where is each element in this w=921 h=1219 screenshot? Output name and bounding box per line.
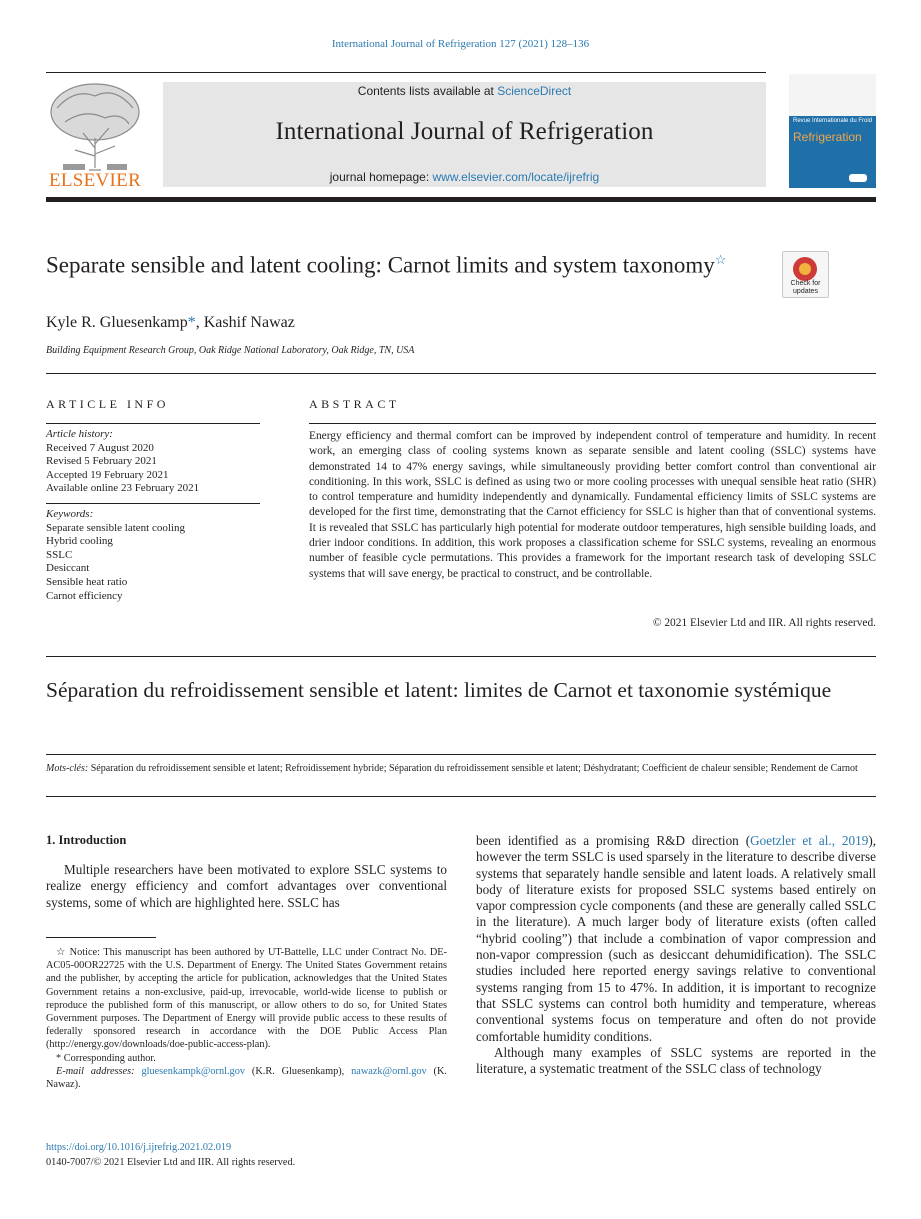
divider-rule [46,656,876,657]
homepage-link[interactable]: www.elsevier.com/locate/ijrefrig [432,170,600,184]
crossmark-inner-icon [799,263,811,275]
footnote-rule [46,937,156,938]
email-label: E-mail addresses: [56,1065,142,1077]
paper-title-text: Separate sensible and latent cooling: Carnot limits and system taxonomy [46,252,715,278]
notice-text: Notice: This manuscript has been authored by UT-Battelle, LLC under Contract No. DE-AC05-00OR22725 with the U.S. Department of Energy. The United States Government retains and the publisher, by accepting the article for publication, acknowledges that the United States Government retains a non-exclusive, paid-up, irrevocable, world-wide license to publish or reproduce the published form of this manuscript, or allow others to do so, for United States Government purposes. The Department of Energy will provide public access to these results of federally sponsored research in accordance with the DOE Public Access Plan (http://energy.gov/downloads/doe-public-access-plan). [46,947,447,1051]
contents-line [163,84,766,98]
keyword-item: Carnot efficiency [46,589,123,602]
email-owner-2: (K. Nawaz). [46,1065,447,1091]
abstract-rule [309,423,876,424]
corresponding-mark: * [56,1052,62,1064]
keyword-item: Desiccant [46,562,90,575]
article-history [46,428,260,496]
journal-title: International Journal of Refrigeration [275,118,654,145]
keywords-label: Keywords: [46,508,94,520]
homepage-prefix: journal homepage: [329,170,433,184]
keywords-rule [46,503,260,504]
paragraph-text: ), however the term SSLC is used sparsely in the literature to describe diverse systems that separately handle sensible and latent loads. A relatively small body of literature exists for proposed SSLC systems based entirely on vapor compression cycle components (and these are generally called SSLC in the literature). A much larger body of literature exists (often called “hybrid cooling”) that include a combination of vapor compression and non-vapor compression (such as desiccant dehumidification). The SSLC studies included here reported energy savings relative to conventional systems ranging from 15 to 47%. In addition, it is important to recognize that SSLC systems can control both humidity and temperature, whereas conventional systems focus on temperature and often do not provide comfortable humidity conditions. [476,833,877,1044]
notice-star: ☆ [56,947,67,958]
french-keywords [46,762,876,776]
mots-cles-text: Séparation du refroidissement sensible et latent; Refroidissement hybride; Séparation du refroidissement sensible et latent; Déshydratant; Coefficient de chaleur sensible; Rendement de Carnot [88,763,858,774]
email-link-1[interactable]: gluesenkampk@ornl.gov [141,1065,246,1077]
divider-rule [46,754,876,755]
header-thick-rule [46,197,876,202]
crossmark-badge[interactable] [782,251,829,298]
keyword-item: Sensible heat ratio [46,575,128,588]
contents-prefix: Contents lists available at [357,84,498,98]
introduction-right-column [476,833,876,1077]
author-list [46,314,295,332]
author-1[interactable]: Kyle R. Gluesenkamp [46,314,188,331]
journal-reference[interactable]: International Journal of Refrigeration 127 (2021) 128–136 [331,38,590,50]
email-owner-1: (K.R. Gluesenkamp), [245,1065,352,1077]
author-2[interactable]: Kashif Nawaz [203,314,295,331]
homepage-line [163,170,766,184]
email-link-2[interactable]: nawazk@ornl.gov [351,1065,427,1077]
introduction-heading: 1. Introduction [46,833,127,847]
issn-copyright: 0140-7007/© 2021 Elsevier Ltd and IIR. All rights reserved. [46,1157,296,1168]
paper-title [46,246,746,279]
history-label: Article history: [46,428,113,440]
paragraph-text: been identified as a promising R&D direction ( [476,833,751,848]
journal-cover-thumbnail[interactable] [789,74,876,188]
history-item: Received 7 August 2020 [46,441,154,454]
keywords-list [46,508,260,603]
author-separator: , [195,314,204,331]
introduction-paragraph: Multiple researchers have been motivated to explore SSLC systems to realize energy efficiency and comfort advantages over conventional systems, some of which are highlighted here. SSLC has [46,862,447,910]
citation-link[interactable]: Goetzler et al., 2019 [750,833,869,848]
history-item: Revised 5 February 2021 [46,455,157,468]
email-footnote [46,1065,447,1091]
sciencedirect-link[interactable]: ScienceDirect [497,84,572,98]
history-item: Available online 23 February 2021 [46,482,200,495]
french-title: Séparation du refroidissement sensible et latent: limites de Carnot et taxonomie systémique [46,678,832,702]
divider-rule [46,796,876,797]
corresponding-footnote [46,1052,447,1065]
corresponding-author-mark[interactable]: * [187,314,196,331]
introduction-paragraph [476,833,876,1045]
abstract-copyright: © 2021 Elsevier Ltd and IIR. All rights reserved. [652,617,876,629]
history-item: Accepted 19 February 2021 [46,468,169,481]
keyword-item: Hybrid cooling [46,535,113,548]
introduction-paragraph: Although many examples of SSLC systems are reported in the literature, a systematic treatment of the SSLC class of technology [476,1044,876,1077]
corresponding-text: Corresponding author. [61,1052,156,1064]
header-top-rule [46,72,766,73]
cover-title: Refrigeration [793,130,862,144]
article-info-rule [46,423,260,424]
cover-subtitle: Revue Internationale du Froid [793,118,873,124]
cover-badge [849,174,867,182]
elsevier-wordmark: ELSEVIER [48,170,142,191]
keyword-item: SSLC [46,548,73,561]
crossmark-label: Check for updates [790,280,821,295]
notice-footnote [46,946,447,1052]
cover-top-band [789,74,876,116]
doi-link[interactable]: https://doi.org/10.1016/j.ijrefrig.2021.02.019 [46,1142,232,1153]
article-info-heading: ARTICLE INFO [46,397,169,411]
keyword-item: Separate sensible latent cooling [46,521,185,534]
footnotes [46,946,447,1091]
affiliation: Building Equipment Research Group, Oak Ridge National Laboratory, Oak Ridge, TN, USA [46,345,415,356]
divider-rule [46,373,876,374]
title-footnote-star[interactable]: ☆ [714,252,727,267]
abstract-text: Energy efficiency and thermal comfort can be improved by independent control of temperature and humidity. In recent work, an emerging class of cooling systems known as separate sensible and latent cooling (SSLC) systems have demonstrated 14 to 47% energy savings, while simultaneously providing better comfort control than conventional air conditioning. In this work, SSLC is defined as using two or more cooling processes with unequal sensible heat ratio (SHR) to control temperature and humidity independently and dynamically. Fundamental efficiency limits of SSLC systems are developed for the first time, demonstrating that the Carnot efficiency for SSLC is higher than that of conventional systems. It is revealed that SSLC has particularly high potential for moderate outdoor temperatures, high sensible building loads, and drier indoor conditions. In addition, this work proposes a classification scheme for SSLC systems, revealing an enormous number of feasible cycle permutations. This provides a framework for the important research task of developing SSLC systems that will save energy, be practical to construct, and be controllable. [309,430,876,580]
mots-cles-label: Mots-clés: [46,763,89,774]
abstract-heading: ABSTRACT [309,397,400,411]
